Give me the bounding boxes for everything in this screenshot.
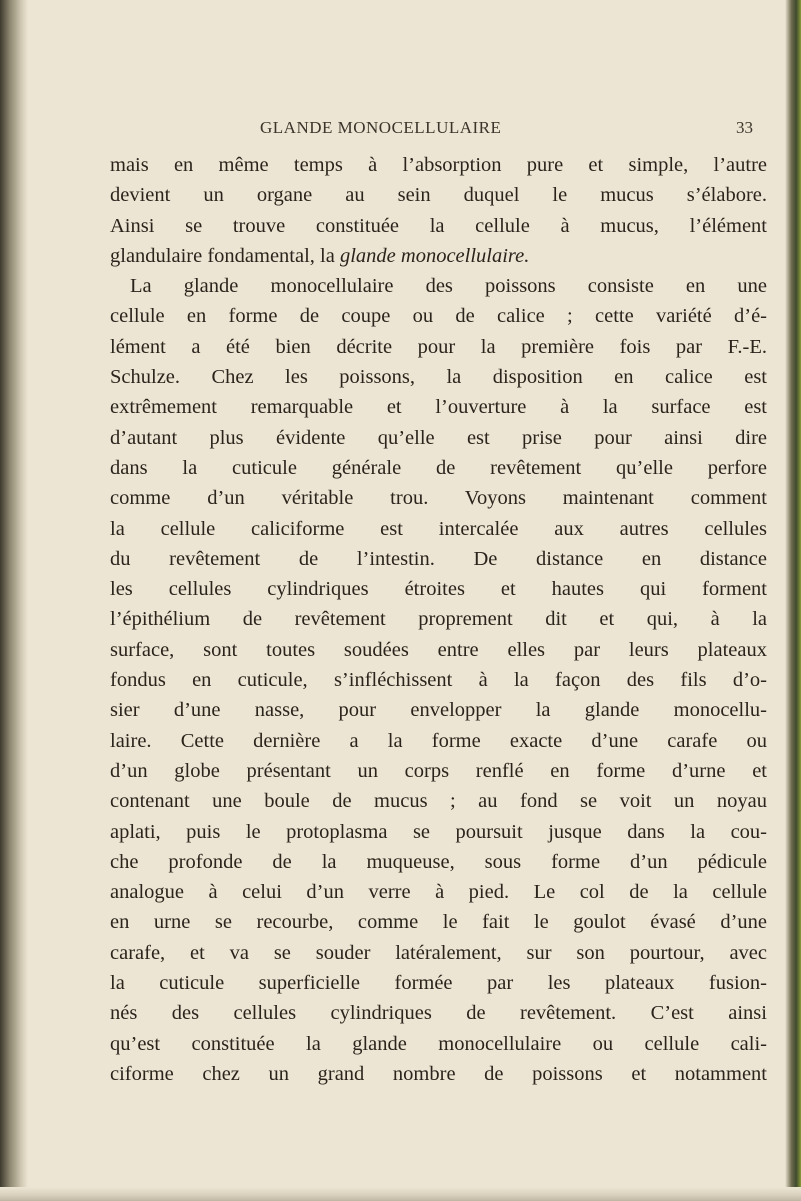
text-line: qu’est constituée la glande monocellulaire ou cellule cali- xyxy=(110,1032,767,1055)
text-line: Schulze. Chez les poissons, la disposition en calice est xyxy=(110,366,767,389)
page-right-edge xyxy=(785,0,801,1201)
running-title: GLANDE MONOCELLULAIRE xyxy=(260,118,502,137)
paragraph-start-line: La glande monocellulaire des poissons consiste en une xyxy=(130,275,767,298)
text-line: lément a été bien décrite pour la première fois par F.-E. xyxy=(110,335,767,358)
emphasized-term: glande monocellulaire. xyxy=(339,244,530,267)
text-line: analogue à celui d’un verre à pied. Le col de la cellule xyxy=(110,881,767,904)
text-line: sier d’une nasse, pour envelopper la glande monocellu- xyxy=(110,699,767,722)
page-number: 33 xyxy=(736,118,753,137)
text-line: l’épithélium de revêtement proprement dit et qui, à la xyxy=(110,608,767,631)
body-text xyxy=(110,150,767,1089)
text-line: contenant une boule de mucus ; au fond se voit un noyau xyxy=(110,790,767,813)
text-line: Ainsi se trouve constituée la cellule à mucus, l’élément xyxy=(110,214,767,237)
text-line: extrêmement remarquable et l’ouverture à la surface est xyxy=(110,396,767,419)
text-line: mais en même temps à l’absorption pure et simple, l’autre xyxy=(110,154,767,176)
text-line: carafe, et va se souder latéralement, sur son pourtour, avec xyxy=(110,941,767,964)
text-line xyxy=(110,241,767,271)
text-line: du revêtement de l’intestin. De distance en distance xyxy=(110,547,767,570)
text-line: les cellules cylindriques étroites et hautes qui forment xyxy=(110,578,767,601)
page-header xyxy=(110,118,775,144)
text-line: cellule en forme de coupe ou de calice ; cette variété d’é- xyxy=(110,305,767,328)
text-line: fondus en cuticule, s’infléchissent à la façon des fils d’o- xyxy=(110,669,767,692)
text-line: la cuticule superficielle formée par les plateaux fusion- xyxy=(110,972,767,995)
text-line: dans la cuticule générale de revêtement qu’elle perfore xyxy=(110,456,767,479)
text-line: d’autant plus évidente qu’elle est prise pour ainsi dire xyxy=(110,426,767,449)
text-line: che profonde de la muqueuse, sous forme d’un pédicule xyxy=(110,850,767,873)
text-line: ciforme chez un grand nombre de poissons et notamment xyxy=(110,1062,767,1085)
text-line: devient un organe au sein duquel le mucus s’élabore. xyxy=(110,184,767,207)
text-line: laire. Cette dernière a la forme exacte d’une carafe ou xyxy=(110,729,767,752)
text-line: surface, sont toutes soudées entre elles par leurs plateaux xyxy=(110,638,767,661)
text-line: nés des cellules cylindriques de revêtement. C’est ainsi xyxy=(110,1002,767,1025)
text-line: aplati, puis le protoplasma se poursuit jusque dans la cou- xyxy=(110,820,767,843)
text-line: en urne se recourbe, comme le fait le goulot évasé d’une xyxy=(110,911,767,934)
text-line: la cellule caliciforme est intercalée aux autres cellules xyxy=(110,517,767,540)
page-left-edge xyxy=(0,0,28,1201)
text-line: comme d’un véritable trou. Voyons maintenant comment xyxy=(110,487,767,510)
page-bottom-edge xyxy=(0,1187,801,1201)
text-line: d’un globe présentant un corps renflé en forme d’urne et xyxy=(110,759,767,782)
text-line-start: glandulaire fondamental, la xyxy=(110,244,335,267)
